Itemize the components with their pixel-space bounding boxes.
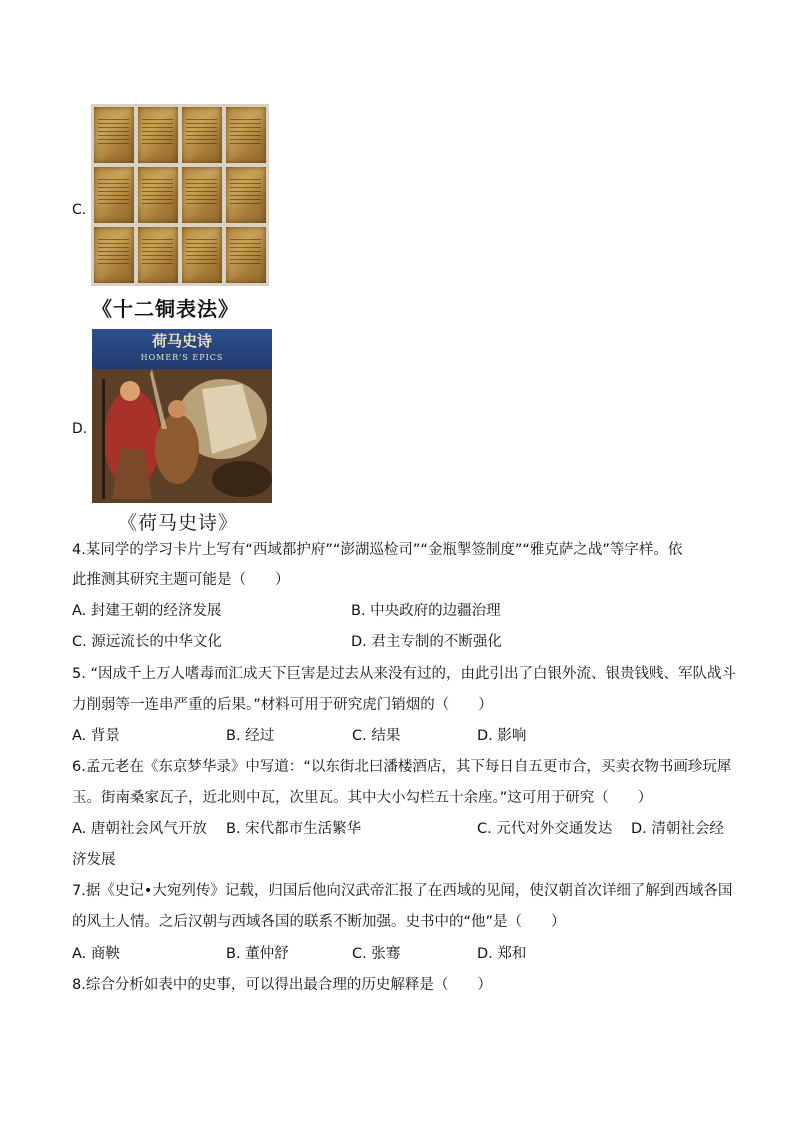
question-5-line-2: 力削弱等一连串严重的后果。”材料可用于研究虎门销烟的（ ）: [72, 697, 493, 713]
bronze-tablet: [94, 167, 134, 223]
bronze-tablet: [182, 167, 222, 223]
homer-epics-caption: 《荷马史诗》: [118, 512, 239, 534]
bronze-tablet: [182, 227, 222, 283]
bronze-tablet: [138, 227, 178, 283]
question-6-option-b[interactable]: B. 宋代都市生活繁华: [226, 821, 362, 837]
banner-subtitle: HOMER'S EPICS: [140, 353, 224, 362]
option-c-label: C.: [72, 202, 87, 218]
question-4-option-b[interactable]: B. 中央政府的边疆治理: [351, 603, 501, 619]
bronze-tablet: [226, 107, 266, 163]
question-7-line-2: 的风土人情。之后汉朝与西域各国的联系不断加强。史书中的“他”是（ ）: [72, 914, 566, 930]
question-5-option-b[interactable]: B. 经过: [226, 728, 275, 744]
question-7-line-1: 7.据《史记•大宛列传》记载，归国后他向汉武帝汇报了在西域的见闻，使汉朝首次详细了解到西域各国: [72, 883, 733, 899]
bronze-tablet: [182, 107, 222, 163]
question-4-line-1: 4.某同学的学习卡片上写有“西域都护府”“澎湖巡检司”“金瓶掣签制度”“雅克萨之战”等字样。依: [72, 542, 683, 558]
question-6-option-c[interactable]: C. 元代对外交通发达: [477, 821, 613, 837]
question-5-option-a[interactable]: A. 背景: [72, 728, 120, 744]
question-4-option-a[interactable]: A. 封建王朝的经济发展: [72, 603, 222, 619]
question-7-option-d[interactable]: D. 郑和: [477, 946, 527, 962]
bronze-tablet: [226, 167, 266, 223]
homer-epics-image: [92, 329, 272, 503]
question-5-line-1: 5. “因成千上万人嗜毒而汇成天下巨害是过去从来没有过的，由此引出了白银外流、银贵钱贱、军队战斗: [72, 666, 736, 682]
bronze-tablet: [94, 107, 134, 163]
bronze-tablet: [138, 107, 178, 163]
question-7-option-b[interactable]: B. 董仲舒: [226, 946, 289, 962]
question-4-option-c[interactable]: C. 源远流长的中华文化: [72, 634, 222, 650]
question-5-option-c[interactable]: C. 结果: [352, 728, 401, 744]
bronze-tablet: [94, 227, 134, 283]
question-6-line-2: 玉。街南桑家瓦子，近北则中瓦，次里瓦。其中大小勾栏五十余座。”这可用于研究（ ）: [72, 790, 653, 806]
question-7-option-c[interactable]: C. 张骞: [352, 946, 401, 962]
question-6-line-1: 6.孟元老在《东京梦华录》中写道：“以东街北曰潘楼酒店，其下每日自五更市合，买卖衣物书画珍玩犀: [72, 759, 732, 775]
twelve-tables-caption: 《十二铜表法》: [92, 297, 239, 321]
question-6-option-a[interactable]: A. 唐朝社会风气开放: [72, 821, 207, 837]
question-7-option-a[interactable]: A. 商鞅: [72, 946, 120, 962]
question-4-line-2: 此推测其研究主题可能是（ ）: [72, 572, 290, 588]
question-8-line-1: 8.综合分析如表中的史事，可以得出最合理的历史解释是（ ）: [72, 977, 492, 993]
question-6-option-d[interactable]: D. 清朝社会经: [631, 821, 724, 837]
banner-title: 荷马史诗: [151, 332, 212, 350]
question-5-option-d[interactable]: D. 影响: [477, 728, 527, 744]
question-6-option-d-wrap: 济发展: [72, 852, 116, 868]
homer-banner: [92, 329, 272, 369]
option-d-label: D.: [72, 421, 88, 437]
question-4-option-d[interactable]: D. 君主专制的不断强化: [351, 634, 502, 650]
bronze-tablet: [138, 167, 178, 223]
twelve-tables-image: [91, 104, 269, 286]
bronze-tablet: [226, 227, 266, 283]
